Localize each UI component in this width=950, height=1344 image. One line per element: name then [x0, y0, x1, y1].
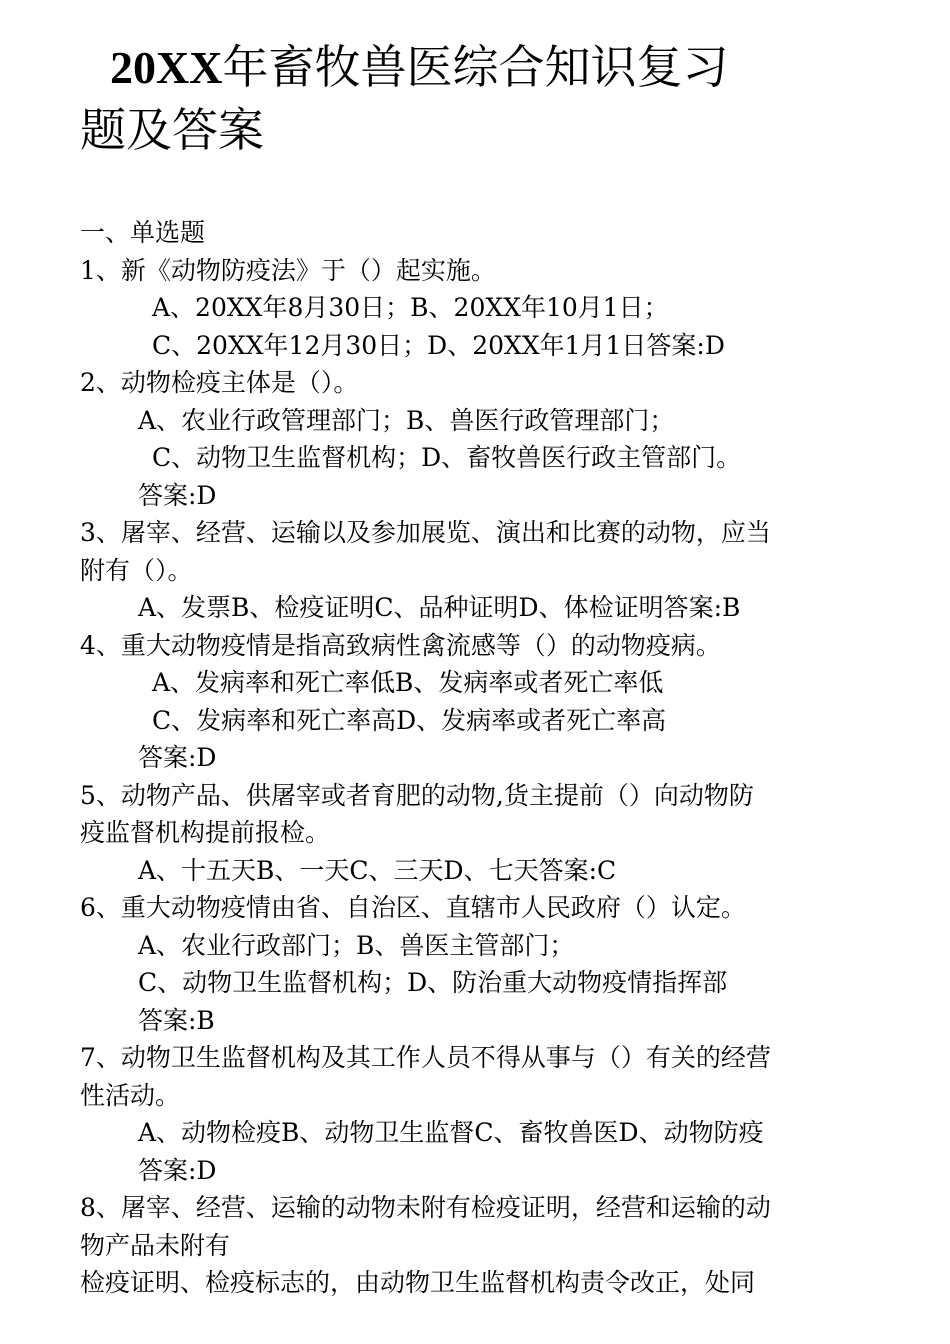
question-5: 5、动物产品、供屠宰或者育肥的动物,货主提前（）向动物防: [80, 780, 754, 810]
question-7-options: A、动物检疫B、动物卫生监督C、畜牧兽医D、动物防疫: [138, 1118, 764, 1147]
section-heading: 一、单选题: [80, 218, 206, 247]
document-title: [80, 36, 880, 161]
question-6-answer: 答案:B: [138, 1005, 215, 1035]
question-3-options: A、发票B、检疫证明C、品种证明D、体检证明答案:B: [138, 593, 741, 622]
question-4-answer: 答案:D: [138, 743, 217, 772]
question-2-options-cd: C、动物卫生监督机构；D、畜牧兽医行政主管部门。: [152, 443, 742, 472]
title-text: 年畜牧兽医综合知识复习: [222, 40, 729, 94]
question-7-continued: 性活动。: [80, 1080, 181, 1110]
question-1: 1、新《动物防疫法》于（）起实施。: [80, 255, 496, 285]
question-6: 6、重大动物疫情由省、自治区、直辖市人民政府（）认定。: [80, 893, 746, 922]
question-2-options-ab: A、农业行政管理部门；B、兽医行政管理部门；: [138, 405, 675, 435]
title-line-1: [80, 36, 880, 99]
question-3: 3、屠宰、经营、运输以及参加展览、演出和比赛的动物，应当: [80, 518, 771, 547]
question-2: 2、动物检疫主体是（）。: [80, 368, 359, 397]
question-5-continued: 疫监督机构提前报检。: [80, 818, 331, 847]
question-1-options-ab: A、20XX年8月30日；B、20XX年10月1日；: [152, 293, 669, 322]
question-8-continued-2: 检疫证明、检疫标志的，由动物卫生监督机构责令改正，处同: [80, 1268, 756, 1297]
question-4: 4、重大动物疫情是指高致病性禽流感等（）的动物疫病。: [80, 630, 721, 660]
question-4-options-cd: C、发病率和死亡率高D、发病率或者死亡率高: [152, 705, 667, 735]
question-8-continued: 物产品未附有: [80, 1230, 231, 1260]
question-7-answer: 答案:D: [138, 1155, 217, 1185]
question-8: 8、屠宰、经营、运输的动物未附有检疫证明，经营和运输的动: [80, 1193, 771, 1222]
question-4-options-ab: A、发病率和死亡率低B、发病率或者死亡率低: [152, 668, 664, 697]
title-year: 20XX: [110, 42, 223, 93]
title-line-2: 题及答案: [80, 103, 264, 157]
question-7: 7、动物卫生监督机构及其工作人员不得从事与（）有关的经营: [80, 1043, 771, 1072]
question-5-options: A、十五天B、一天C、三天D、七天答案:C: [138, 855, 617, 885]
question-6-options-ab: A、农业行政部门；B、兽医主管部门；: [138, 930, 575, 960]
question-2-answer: 答案:D: [138, 480, 217, 510]
document-body: [80, 214, 880, 1302]
question-1-options-cd: C、20XX年12月30日；D、20XX年1月1日答案:D: [152, 330, 725, 360]
question-6-options-cd: C、动物卫生监督机构；D、防治重大动物疫情指挥部: [138, 968, 728, 997]
question-3-continued: 附有（）。: [80, 555, 193, 585]
